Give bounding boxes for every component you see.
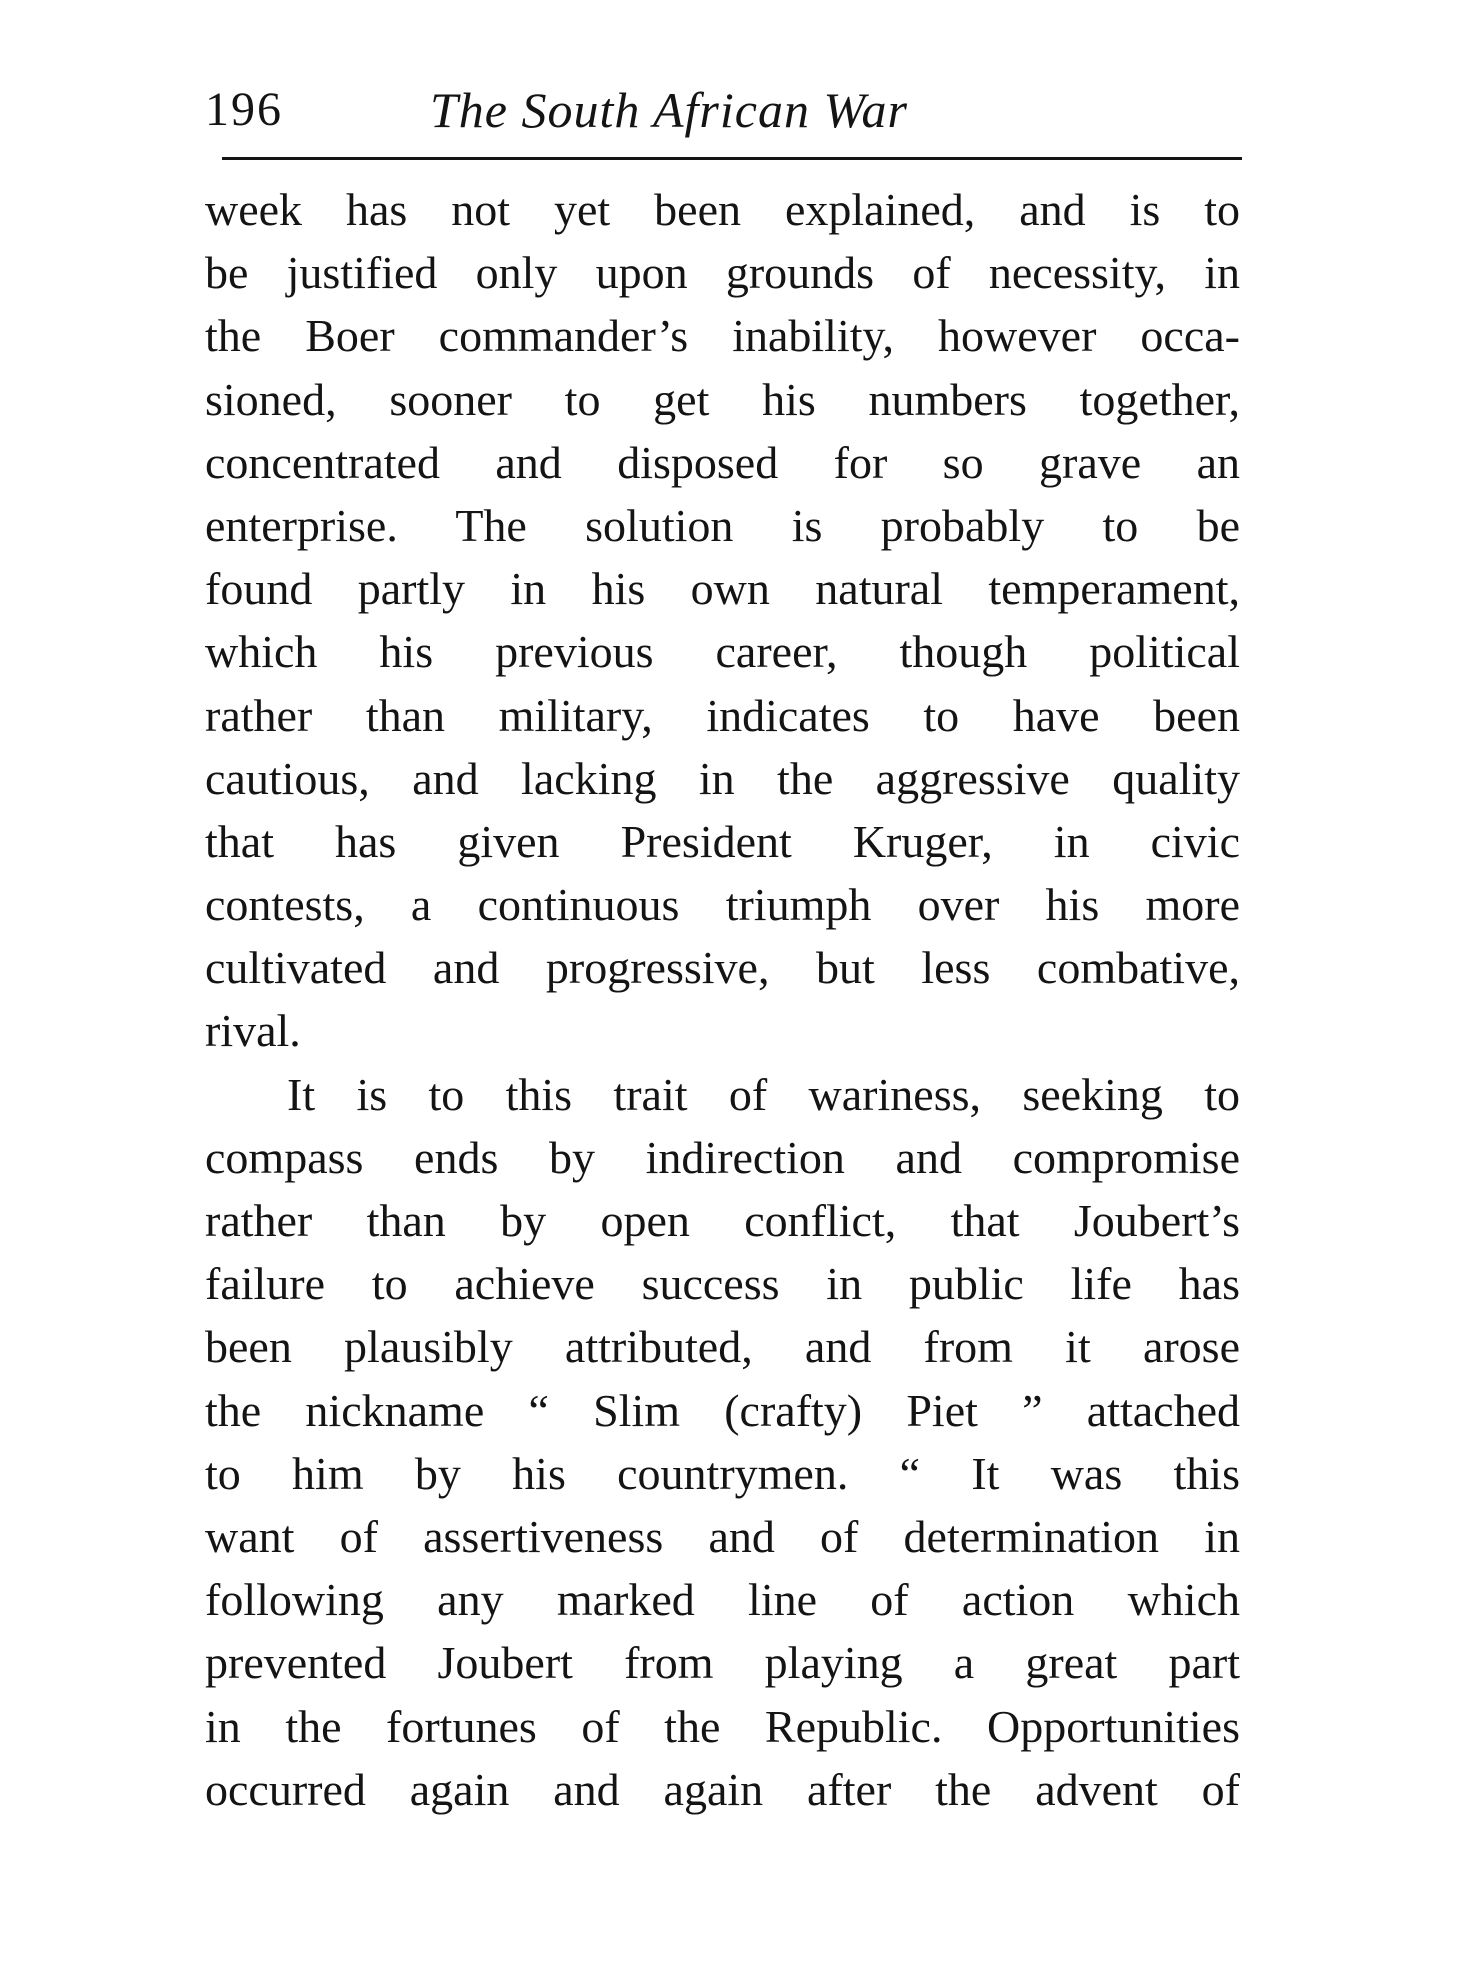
text-line: rather than by open conflict, that Joubert’s	[205, 1195, 1240, 1246]
text-line: found partly in his own natural temperament,	[205, 563, 1240, 615]
text-line: prevented Joubert from playing a great part	[205, 1637, 1240, 1689]
running-title: The South African War	[430, 82, 908, 138]
text-line: failure to achieve success in public life has	[205, 1258, 1240, 1310]
text-line: occurred again and again after the advent of	[205, 1763, 1240, 1815]
running-head	[205, 80, 1240, 140]
paragraph-end-line: rival.	[205, 1005, 301, 1057]
text-line: concentrated and disposed for so grave an	[205, 436, 1240, 488]
text-line: the nickname “ Slim (crafty) Piet ” attached	[205, 1384, 1240, 1436]
text-line: following any marked line of action which	[205, 1574, 1240, 1626]
text-line: the Boer commander’s inability, however occa-	[205, 310, 1240, 362]
text-line: sioned, sooner to get his numbers together,	[205, 373, 1240, 425]
text-line: that has given President Kruger, in civic	[205, 815, 1240, 867]
text-line: week has not yet been explained, and is to	[205, 184, 1240, 235]
text-line: in the fortunes of the Republic. Opportunities	[205, 1700, 1240, 1752]
text-line: which his previous career, though political	[205, 626, 1240, 678]
text-line: compass ends by indirection and compromise	[205, 1131, 1240, 1183]
text-line: be justified only upon grounds of necessity, in	[205, 247, 1240, 299]
page-number: 196	[205, 83, 283, 136]
header-rule	[222, 157, 1242, 160]
paragraph-start-line: It is to this trait of wariness, seeking to	[287, 1068, 1240, 1120]
text-line: cautious, and lacking in the aggressive quality	[205, 752, 1240, 804]
text-line: rather than military, indicates to have been	[205, 689, 1240, 741]
text-line: cultivated and progressive, but less combative,	[205, 942, 1240, 994]
text-line: want of assertiveness and of determination in	[205, 1510, 1240, 1562]
text-line: been plausibly attributed, and from it arose	[205, 1321, 1240, 1373]
text-line: to him by his countrymen. “ It was this	[205, 1447, 1240, 1499]
body-text	[205, 178, 1240, 1821]
text-line: contests, a continuous triumph over his more	[205, 879, 1240, 931]
text-line: enterprise. The solution is probably to be	[205, 499, 1240, 551]
